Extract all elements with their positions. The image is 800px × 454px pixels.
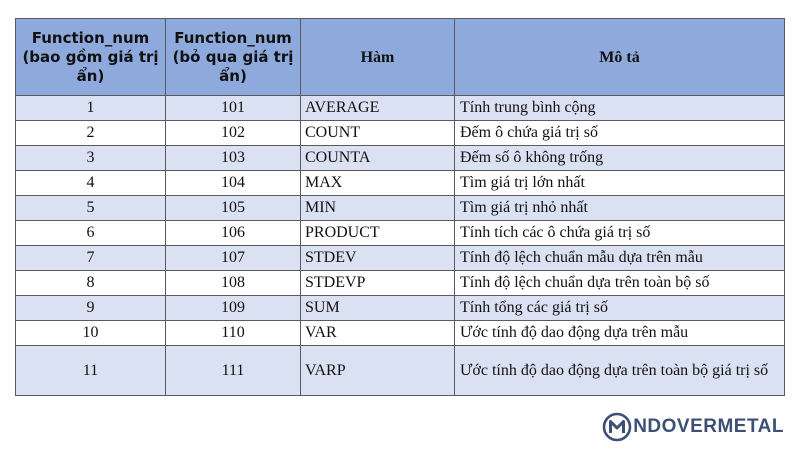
cell-function-num-include: 5 (16, 196, 166, 221)
cell-function-num-include: 1 (16, 96, 166, 121)
cell-description: Tính độ lệch chuẩn mẫu dựa trên mẫu (455, 246, 785, 271)
table-row (16, 321, 785, 346)
cell-description: Ước tính độ dao động dựa trên mẫu (455, 321, 785, 346)
header-col2-line1: Function_num (174, 28, 292, 47)
header-col1-line3: ẩn) (76, 66, 105, 85)
header-function-num-include (16, 19, 166, 96)
cell-function-name: MIN (301, 196, 455, 221)
brand-logo-text: NDOVERMETAL (633, 416, 784, 437)
cell-description: Tính tổng các giá trị số (455, 296, 785, 321)
header-description: Mô tả (455, 19, 785, 96)
cell-function-name: VARP (301, 346, 455, 396)
header-function: Hàm (301, 19, 455, 96)
cell-function-num-ignore: 111 (166, 346, 301, 396)
header-function-num-ignore (166, 19, 301, 96)
cell-function-name: STDEV (301, 246, 455, 271)
cell-description: Tìm giá trị lớn nhất (455, 171, 785, 196)
cell-function-num-ignore: 104 (166, 171, 301, 196)
cell-function-num-ignore: 110 (166, 321, 301, 346)
cell-function-num-ignore: 103 (166, 146, 301, 171)
cell-function-name: PRODUCT (301, 221, 455, 246)
cell-function-num-ignore: 106 (166, 221, 301, 246)
table-row (16, 221, 785, 246)
cell-function-num-include: 7 (16, 246, 166, 271)
cell-function-num-ignore: 102 (166, 121, 301, 146)
cell-function-num-include: 6 (16, 221, 166, 246)
function-num-table (15, 18, 785, 396)
cell-function-num-ignore: 105 (166, 196, 301, 221)
cell-function-num-ignore: 101 (166, 96, 301, 121)
table-row (16, 346, 785, 396)
cell-function-num-include: 10 (16, 321, 166, 346)
cell-function-name: SUM (301, 296, 455, 321)
table-row (16, 96, 785, 121)
table-row (16, 171, 785, 196)
cell-description: Đếm số ô không trống (455, 146, 785, 171)
cell-function-num-include: 4 (16, 171, 166, 196)
table-row (16, 271, 785, 296)
cell-function-name: STDEVP (301, 271, 455, 296)
cell-description: Đếm ô chứa giá trị số (455, 121, 785, 146)
cell-function-name: VAR (301, 321, 455, 346)
header-col1-line1: Function_num (31, 28, 150, 47)
cell-description: Tính trung bình cộng (455, 96, 785, 121)
table-row (16, 296, 785, 321)
cell-function-name: MAX (301, 171, 455, 196)
cell-function-num-include: 2 (16, 121, 166, 146)
table-row (16, 196, 785, 221)
cell-function-name: AVERAGE (301, 96, 455, 121)
table-body (16, 96, 785, 396)
cell-description: Ước tính độ dao động dựa trên toàn bộ giá trị số (455, 346, 785, 396)
cell-function-num-include: 8 (16, 271, 166, 296)
cell-description: Tìm giá trị nhỏ nhất (455, 196, 785, 221)
table-header-row (16, 19, 785, 96)
table-row (16, 146, 785, 171)
header-col2-line3: ẩn) (219, 66, 247, 85)
brand-logo (602, 412, 784, 442)
cell-function-num-ignore: 107 (166, 246, 301, 271)
cell-function-num-include: 9 (16, 296, 166, 321)
header-col1-line2: (bao gồm giá trị (22, 47, 159, 66)
cell-function-name: COUNTA (301, 146, 455, 171)
table-row (16, 121, 785, 146)
cell-function-num-include: 3 (16, 146, 166, 171)
header-col2-line2: (bỏ qua giá trị (172, 47, 294, 66)
cell-function-num-ignore: 108 (166, 271, 301, 296)
m-circle-logo-icon (602, 412, 632, 442)
table-row (16, 246, 785, 271)
cell-function-num-ignore: 109 (166, 296, 301, 321)
cell-description: Tính tích các ô chứa giá trị số (455, 221, 785, 246)
cell-function-name: COUNT (301, 121, 455, 146)
cell-description: Tính độ lệch chuẩn dựa trên toàn bộ số (455, 271, 785, 296)
cell-function-num-include: 11 (16, 346, 166, 396)
